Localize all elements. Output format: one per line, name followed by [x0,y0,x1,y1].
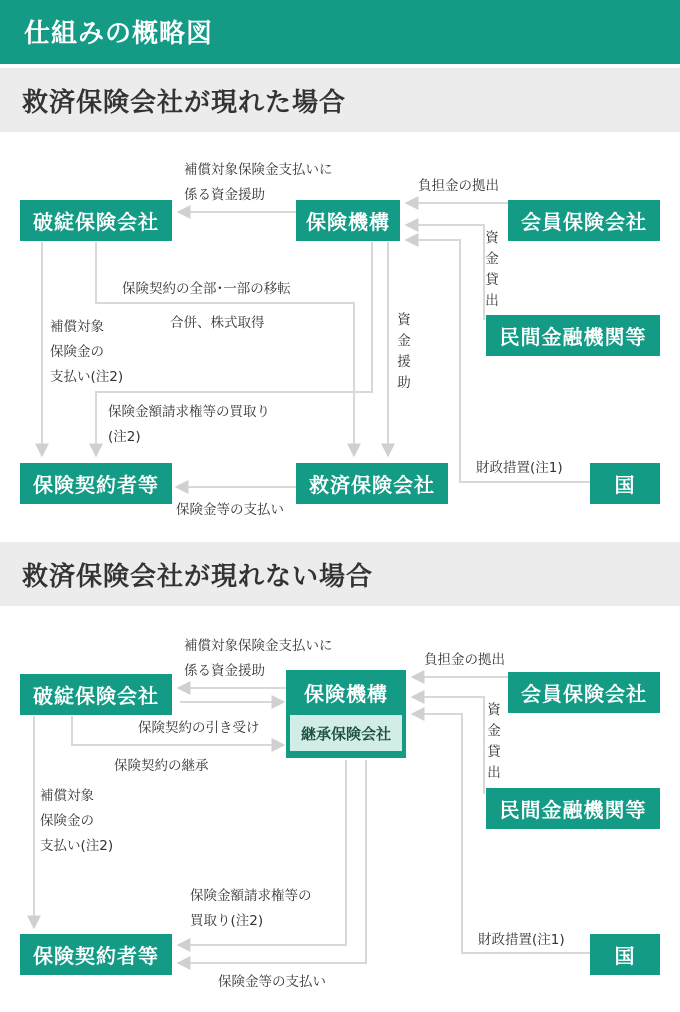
label-transfer: 保険契約の全部･一部の移転 [122,281,291,297]
box-state-2: 国 [590,934,660,975]
label-fiscal-2: 財政措置(注1) [478,932,565,948]
box-private-financial: 民間金融機関等 [486,315,660,356]
label-payment-2: 保険金等の支払い [218,974,326,990]
box-state: 国 [590,463,660,504]
label-rescue-aid: 資金援助 [397,312,411,391]
box-member-insurer: 会員保険会社 [508,200,660,241]
label-compensation-2: 補償対象 保険金の 支払い(注2) [40,788,114,854]
label-compensation: 補償対象 保険金の 支払い(注2) [50,319,124,385]
label-contribution-2: 負担金の拠出 [424,652,505,668]
label-takeover: 保険契約の引き受け [138,720,260,736]
box-failed-insurer: 破綻保険会社 [20,200,172,241]
label-succession: 保険契約の継承 [114,758,209,774]
arrow-loan-2 [412,697,484,794]
box-insurance-organization-2-label: 保険機構 [304,682,388,706]
label-payment: 保険金等の支払い [176,502,284,518]
section1-title: 救済保険会社が現れた場合 [22,88,347,118]
box-private-financial-2: 民間金融機関等 [486,788,660,829]
label-aid-2: 補償対象保険金支払いに 係る資金援助 [184,638,333,679]
section2-title: 救済保険会社が現れない場合 [22,562,374,592]
label-loan: 資金貸出 [485,230,499,309]
section2-header [0,542,680,606]
label-loan-2: 資金貸出 [487,702,501,781]
box-policyholders: 保険契約者等 [20,463,172,504]
box-rescue-insurer: 救済保険会社 [296,463,448,504]
label-buyback: 保険金額請求権等の買取り (注2) [108,404,270,445]
label-aid: 補償対象保険金支払いに 係る資金援助 [184,162,333,203]
label-fiscal: 財政措置(注1) [476,460,563,476]
box-successor-insurer: 継承保険会社 [290,715,402,751]
box-insurance-organization: 保険機構 [296,200,400,241]
box-member-insurer-2: 会員保険会社 [508,672,660,713]
page-title: 仕組みの概略図 [24,19,214,49]
label-merger: 合併、株式取得 [170,315,265,331]
label-contribution: 負担金の拠出 [418,178,499,194]
box-policyholders-2: 保険契約者等 [20,934,172,975]
label-buyback-2: 保険金額請求権等の 買取り(注2) [190,888,312,929]
box-failed-insurer-2: 破綻保険会社 [20,674,172,715]
